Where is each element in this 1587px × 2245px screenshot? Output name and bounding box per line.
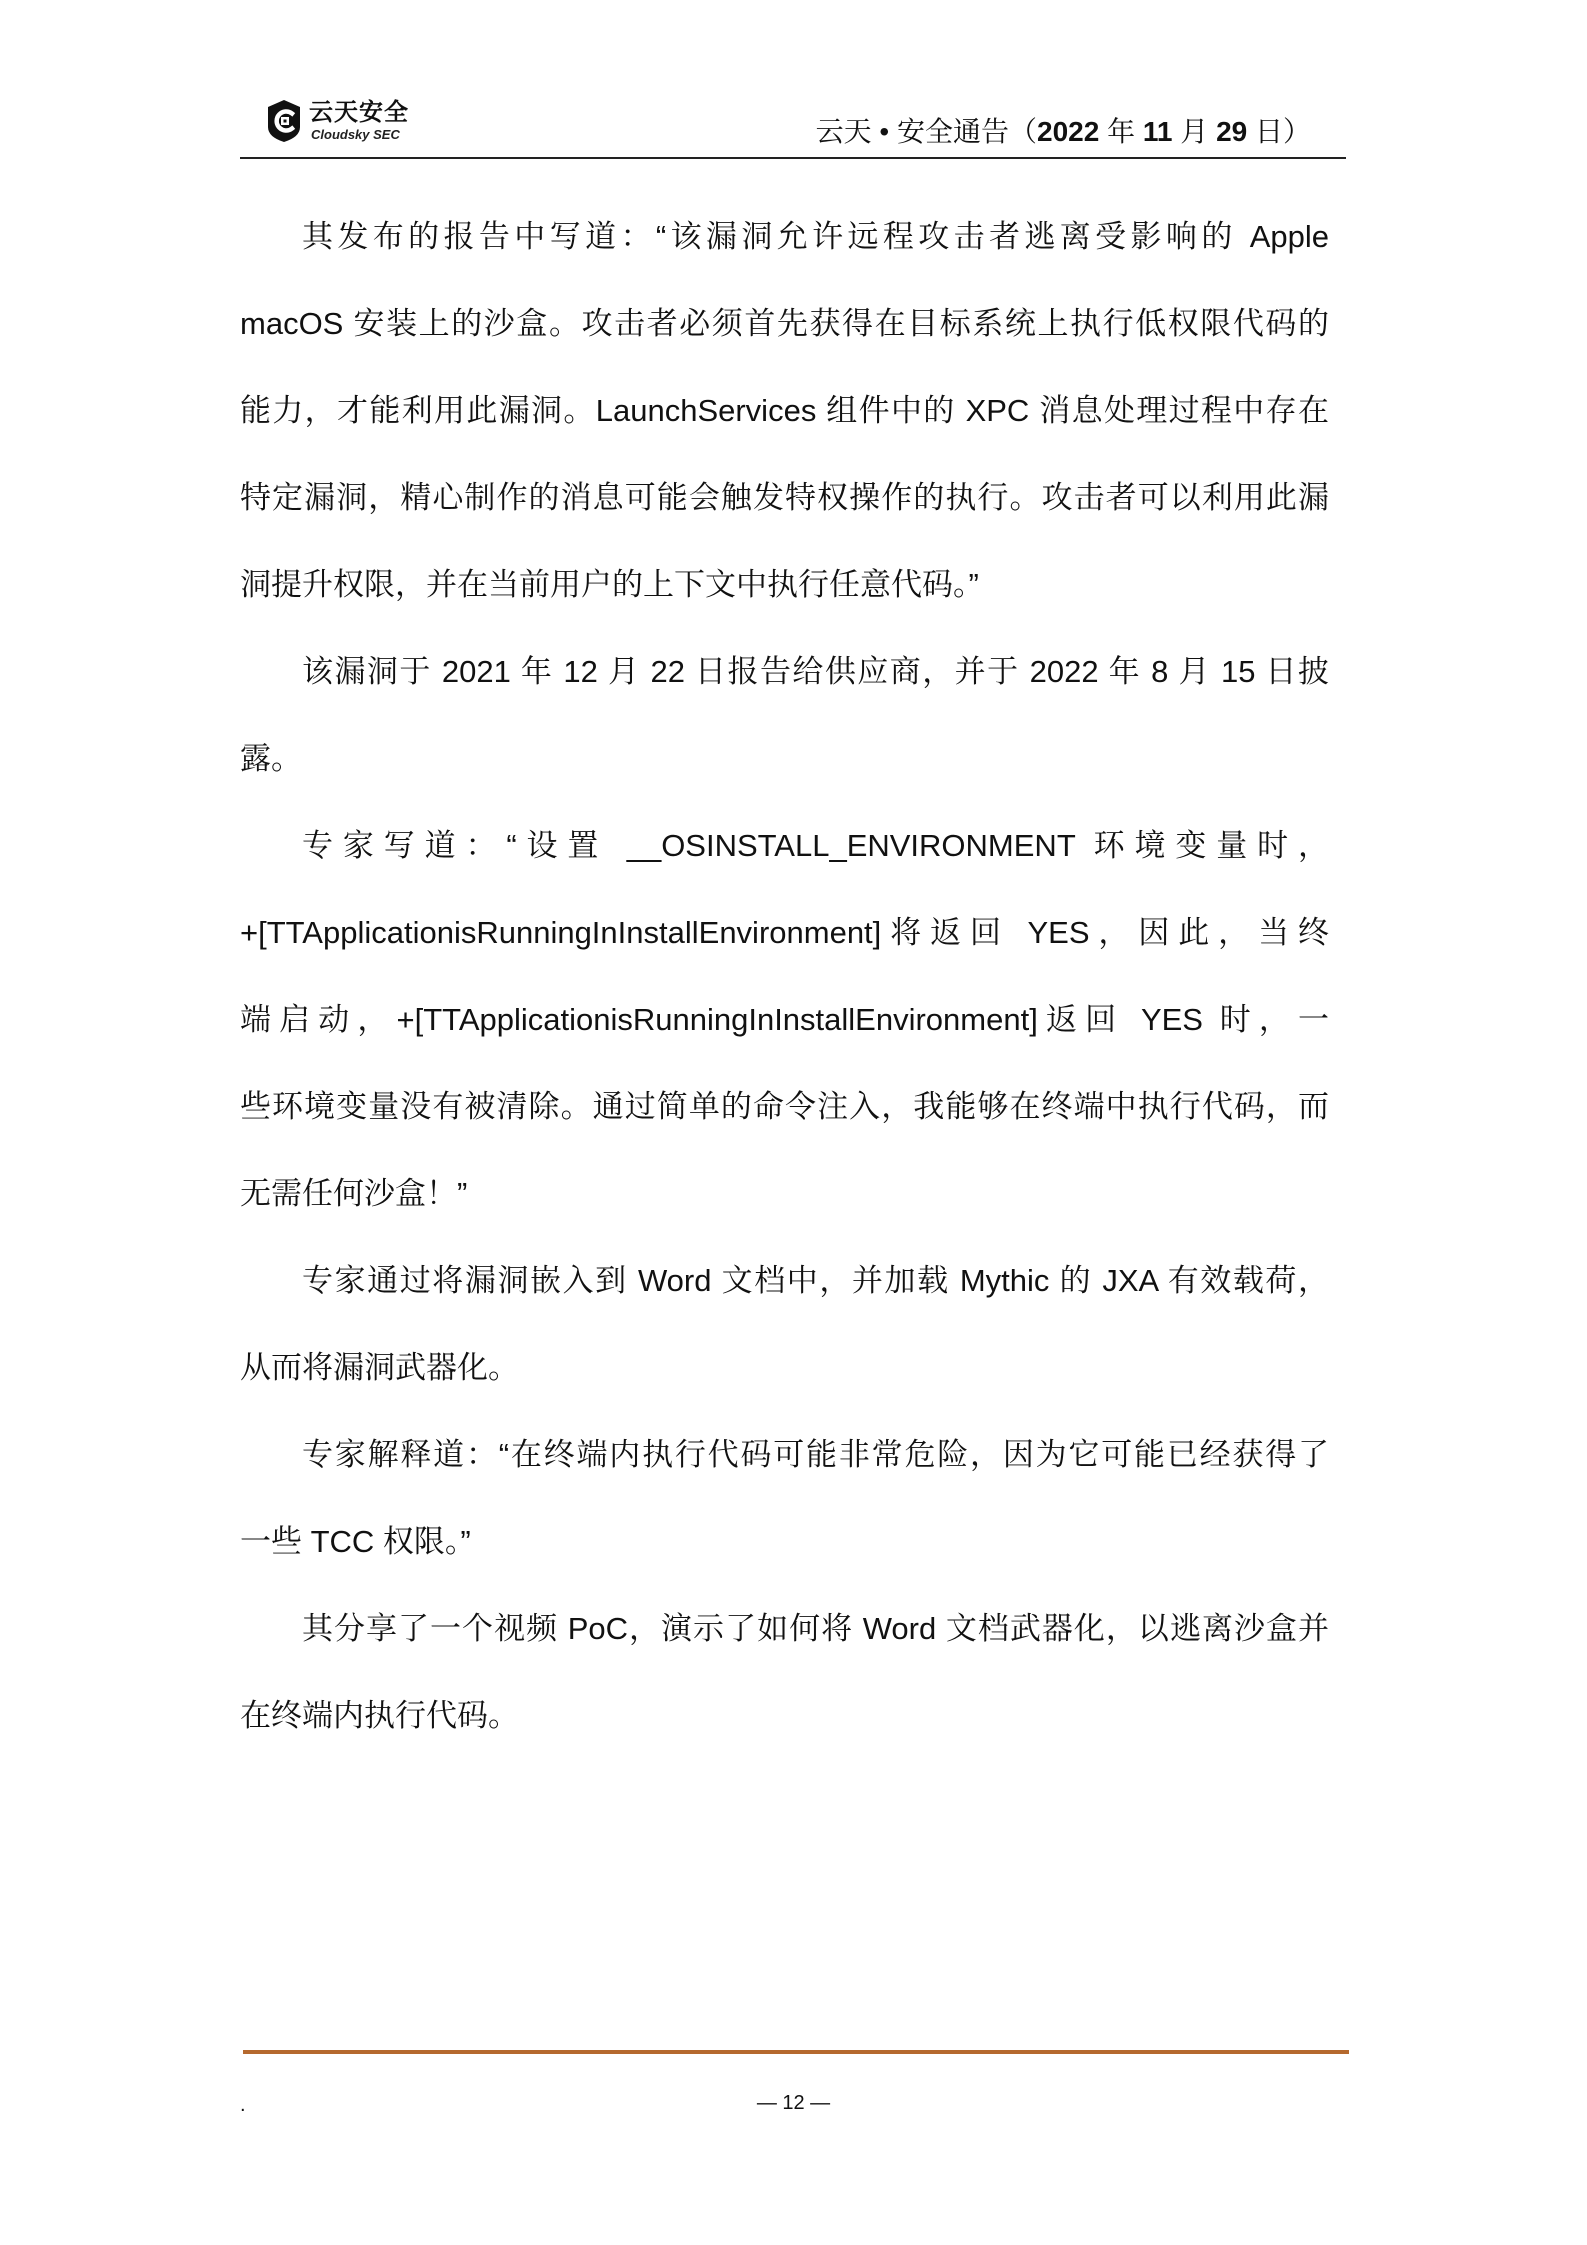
footer-divider <box>243 2050 1349 2054</box>
text-line: 专家通过将漏洞嵌入到 Word 文档中，并加载 Mythic 的 JXA 有效载荷， <box>302 1263 1329 1298</box>
text-line: 些环境变量没有被清除。通过简单的命令注入，我能够在终端中执行代码，而 <box>240 1089 1329 1124</box>
text-line: 专家解释道：“在终端内执行代码可能非常危险，因为它可能已经获得了 <box>302 1437 1329 1472</box>
bulletin-prefix: 云天 • 安全通告（ <box>815 116 1038 147</box>
bulletin-year: 2022 <box>1037 116 1100 147</box>
text-line: 露。 <box>240 741 302 776</box>
bulletin-year-unit: 年 <box>1099 116 1143 147</box>
text-line: 从而将漏洞武器化。 <box>240 1350 519 1385</box>
paragraph <box>240 193 1329 628</box>
text-line: +[TTApplicationisRunningInInstallEnvironment]将返回 YES，因此，当终 <box>240 915 1329 950</box>
text-line: 一些 TCC 权限。” <box>240 1524 471 1559</box>
text-line: 其分享了一个视频 PoC，演示了如何将 Word 文档武器化，以逃离沙盒并 <box>302 1611 1329 1646</box>
paragraph <box>240 802 1329 1237</box>
bulletin-title <box>240 112 1311 152</box>
paragraph <box>240 1585 1329 1759</box>
bulletin-day-unit: 日） <box>1247 116 1311 147</box>
paragraph <box>240 1237 1329 1411</box>
text-line: 该漏洞于 2021 年 12 月 22 日报告给供应商，并于 2022 年 8 月 15 日披 <box>302 654 1329 689</box>
text-line: 能力，才能利用此漏洞。LaunchServices 组件中的 XPC 消息处理过程中存在 <box>240 393 1329 428</box>
text-line: 无需任何沙盒！” <box>240 1176 468 1211</box>
bulletin-month: 11 <box>1142 116 1173 147</box>
paragraph <box>240 1411 1329 1585</box>
paragraph <box>240 628 1329 802</box>
header-divider <box>240 157 1346 159</box>
text-line: 在终端内执行代码。 <box>240 1698 519 1733</box>
logo-name-cn: 云天安全 <box>309 99 409 126</box>
footer-mark: . <box>240 2094 246 2116</box>
article-body <box>240 193 1329 1759</box>
page-number: — 12 — <box>756 2092 831 2114</box>
bulletin-month-unit: 月 <box>1172 116 1217 147</box>
logo-name-en: Cloudsky SEC <box>311 127 400 142</box>
text-line: 洞提升权限，并在当前用户的上下文中执行任意代码。” <box>240 567 979 602</box>
bulletin-day: 29 <box>1216 116 1248 147</box>
text-line: 端启动，+[TTApplicationisRunningInInstallEnvironment]返回 YES 时，一 <box>240 1002 1329 1037</box>
text-line: 专家写道：“设置 __OSINSTALL_ENVIRONMENT 环境变量时， <box>302 828 1329 863</box>
text-line: 特定漏洞，精心制作的消息可能会触发特权操作的执行。攻击者可以利用此漏 <box>240 480 1329 515</box>
text-line: macOS 安装上的沙盒。攻击者必须首先获得在目标系统上执行低权限代码的 <box>240 306 1329 341</box>
text-line: 其发布的报告中写道：“该漏洞允许远程攻击者逃离受影响的 Apple <box>302 219 1329 254</box>
